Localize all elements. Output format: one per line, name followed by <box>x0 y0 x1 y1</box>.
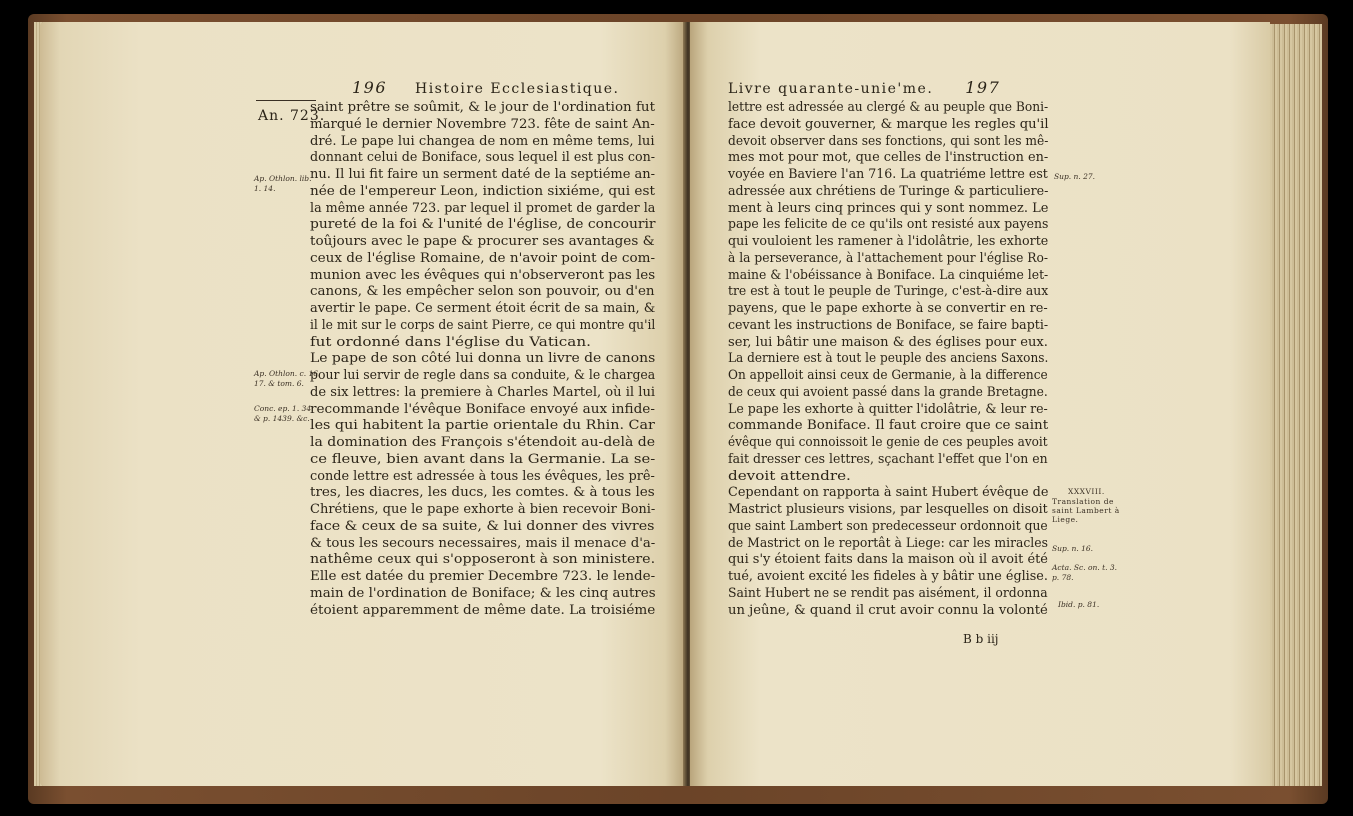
text-line: munion avec les évêques qui n'observeront pas les <box>310 267 656 283</box>
margin-note: Ap. Othlon. lib. <box>254 174 312 183</box>
margin-note: Sup. n. 27. <box>1054 172 1096 181</box>
text-line: Chrétiens, que le pape exhorte à bien recevoir Boni- <box>310 502 656 517</box>
text-line: la même année 723. par lequel il promet de garder la <box>310 200 656 216</box>
year-label: An. 723. <box>258 108 326 124</box>
text-line: fut ordonné dans l'église du Vatican. <box>310 334 591 350</box>
text-line: adressée aux chrétiens de Turinge & particuliere- <box>728 183 1049 199</box>
text-line: tres, les diacres, les ducs, les comtes. & à tous les <box>310 485 655 501</box>
text-line: les qui habitent la partie orientale du Rhin. Car <box>310 418 655 434</box>
text-line: canons, & les empêcher selon son pouvoir, ou d'en <box>310 284 655 300</box>
right-page <box>690 22 1270 786</box>
text-line: donnant celui de Boniface, sous lequel il est plus con- <box>310 150 656 166</box>
margin-note: Conc. ep. 1. 34. <box>254 404 314 413</box>
text-line: avertir le pape. Ce serment étoit écrit de sa main, & <box>310 301 656 316</box>
year-rule <box>256 100 316 101</box>
text-line: pape les felicite de ce qu'ils ont resisté aux payens <box>728 217 1049 233</box>
margin-note: 1. 14. <box>254 184 276 193</box>
right-page-edges <box>1262 24 1322 786</box>
left-page <box>40 22 685 786</box>
text-line: Le pape les exhorte à quitter l'idolâtrie, & leur re- <box>728 401 1048 417</box>
text-line: La derniere est à tout le peuple des anciens Saxons. <box>728 351 1049 367</box>
text-line: lettre est adressée au clergé & au peuple que Boni- <box>728 100 1049 115</box>
text-line: mes mot pour mot, que celles de l'instruction en- <box>728 150 1049 166</box>
text-line: fait dresser ces lettres, sçachant l'effet que l'on en <box>728 451 1048 467</box>
margin-note: Ibid. p. 81. <box>1058 600 1100 609</box>
text-line: face & ceux de sa suite, & lui donner des vivres <box>310 518 655 534</box>
text-line: & tous les secours necessaires, mais il menace d'a- <box>310 535 656 551</box>
margin-note: p. 78. <box>1052 573 1074 582</box>
text-line: pour lui servir de regle dans sa conduite, & le chargea <box>310 368 656 383</box>
margin-note: Ap. Othlon. c. 16. <box>254 369 321 378</box>
text-line: née de l'empereur Leon, indiction sixiéme, qui est <box>310 183 655 199</box>
text-line: ment à leurs cinq princes qui y sont nommez. Le <box>728 200 1049 216</box>
text-line: toûjours avec le pape & procurer ses avantages & <box>310 234 655 249</box>
margin-note: XXXVIII. <box>1068 487 1105 496</box>
text-line: de ceux qui avoient passé dans la grande Bretagne. <box>728 384 1048 400</box>
text-line: payens, que le pape exhorte à se convertir en re- <box>728 301 1048 316</box>
text-line: de Mastrict on le reportât à Liege: car les miracles <box>728 535 1048 551</box>
margin-note: Acta. Sc. on. t. 3. <box>1052 563 1118 572</box>
text-line: On appelloit ainsi ceux de Germanie, à la difference <box>728 368 1048 383</box>
right-running-title: Livre quarante-unie'me. <box>728 81 934 97</box>
text-line: à la perseverance, à l'attachement pour l'église Ro- <box>728 250 1049 266</box>
right-running-head <box>728 78 1000 97</box>
text-line: commande Boniface. Il faut croire que ce saint <box>728 418 1049 434</box>
text-line: il le mit sur le corps de saint Pierre, ce qui montre qu'il <box>310 317 656 333</box>
margin-note: Translation de <box>1052 497 1114 506</box>
text-line: pureté de la foi & l'unité de l'église, de concourir <box>310 217 656 233</box>
margin-note: Sup. n. 16. <box>1052 544 1094 553</box>
text-line: étoient apparemment de même date. La troisiéme <box>310 602 656 618</box>
text-line: que saint Lambert son predecesseur ordonnoit que <box>728 518 1048 534</box>
margin-note: & p. 1439. &c. <box>254 414 310 423</box>
left-folio: 196 <box>352 78 388 97</box>
right-folio: 197 <box>965 78 1001 97</box>
text-line: recommande l'évêque Boniface envoyé aux infide- <box>310 401 655 417</box>
text-line: Saint Hubert ne se rendit pas aisément, il ordonna <box>728 585 1048 601</box>
text-line: voyée en Baviere l'an 716. La quatriéme lettre est <box>728 167 1048 182</box>
text-line: main de l'ordination de Boniface; & les cinq autres <box>310 585 656 601</box>
text-line: tué, avoient excité les fideles à y bâtir une église. <box>728 569 1048 584</box>
text-line: tre est à tout le peuple de Turinge, c'est-à-dire aux <box>728 284 1049 300</box>
margin-note: 17. & tom. 6. <box>254 379 304 388</box>
text-line: maine & l'obéissance à Boniface. La cinquiéme let- <box>728 267 1049 283</box>
text-line: cevant les instructions de Boniface, se faire bapti- <box>728 317 1049 333</box>
text-line: nathême ceux qui s'opposeront à son ministere. <box>310 552 656 568</box>
margin-note: saint Lambert à <box>1052 506 1120 515</box>
text-line: marqué le dernier Novembre 723. fête de saint An- <box>310 116 655 132</box>
text-line: qui vouloient les ramener à l'idolâtrie, les exhorte <box>728 234 1049 249</box>
text-line: Le pape de son côté lui donna un livre de canons <box>310 351 656 367</box>
left-running-title: Histoire Ecclesiastique. <box>415 81 620 97</box>
left-running-head <box>352 78 620 97</box>
text-line: de six lettres: la premiere à Charles Martel, où il lui <box>310 384 656 400</box>
text-line: un jeûne, & quand il crut avoir connu la volonté <box>728 602 1048 618</box>
text-line: devoit observer dans ses fonctions, qui sont les mê- <box>728 133 1049 149</box>
signature-mark: B b iij <box>963 632 999 646</box>
text-line: saint prêtre se soûmit, & le jour de l'ordination fut <box>310 100 655 115</box>
text-line: évêque qui connoissoit le genie de ces peuples avoit <box>728 435 1048 450</box>
margin-note: Liege. <box>1052 515 1079 524</box>
text-line: ce fleuve, bien avant dans la Germanie. La se- <box>310 451 656 467</box>
text-line: Cependant on rapporta à saint Hubert évêque de <box>728 485 1049 501</box>
text-line: ser, lui bâtir une maison & des églises pour eux. <box>728 334 1048 350</box>
text-line: Mastrict plusieurs visions, par lesquelles on disoit <box>728 502 1048 517</box>
text-line: ceux de l'église Romaine, de n'avoir point de com- <box>310 250 656 266</box>
text-line: la domination des François s'étendoit au-delà de <box>310 435 656 450</box>
text-line: qui s'y étoient faits dans la maison où il avoit été <box>728 552 1048 568</box>
text-line: face devoit gouverner, & marque les regles qu'il <box>728 116 1049 132</box>
text-line: Elle est datée du premier Decembre 723. le lende- <box>310 569 656 584</box>
text-line: nu. Il lui fit faire un serment daté de la septiéme an- <box>310 167 656 182</box>
text-line: conde lettre est adressée à tous les évêques, les prê- <box>310 468 655 484</box>
text-line: devoit attendre. <box>728 468 851 484</box>
text-line: dré. Le pape lui changea de nom en même tems, lui <box>310 133 655 149</box>
